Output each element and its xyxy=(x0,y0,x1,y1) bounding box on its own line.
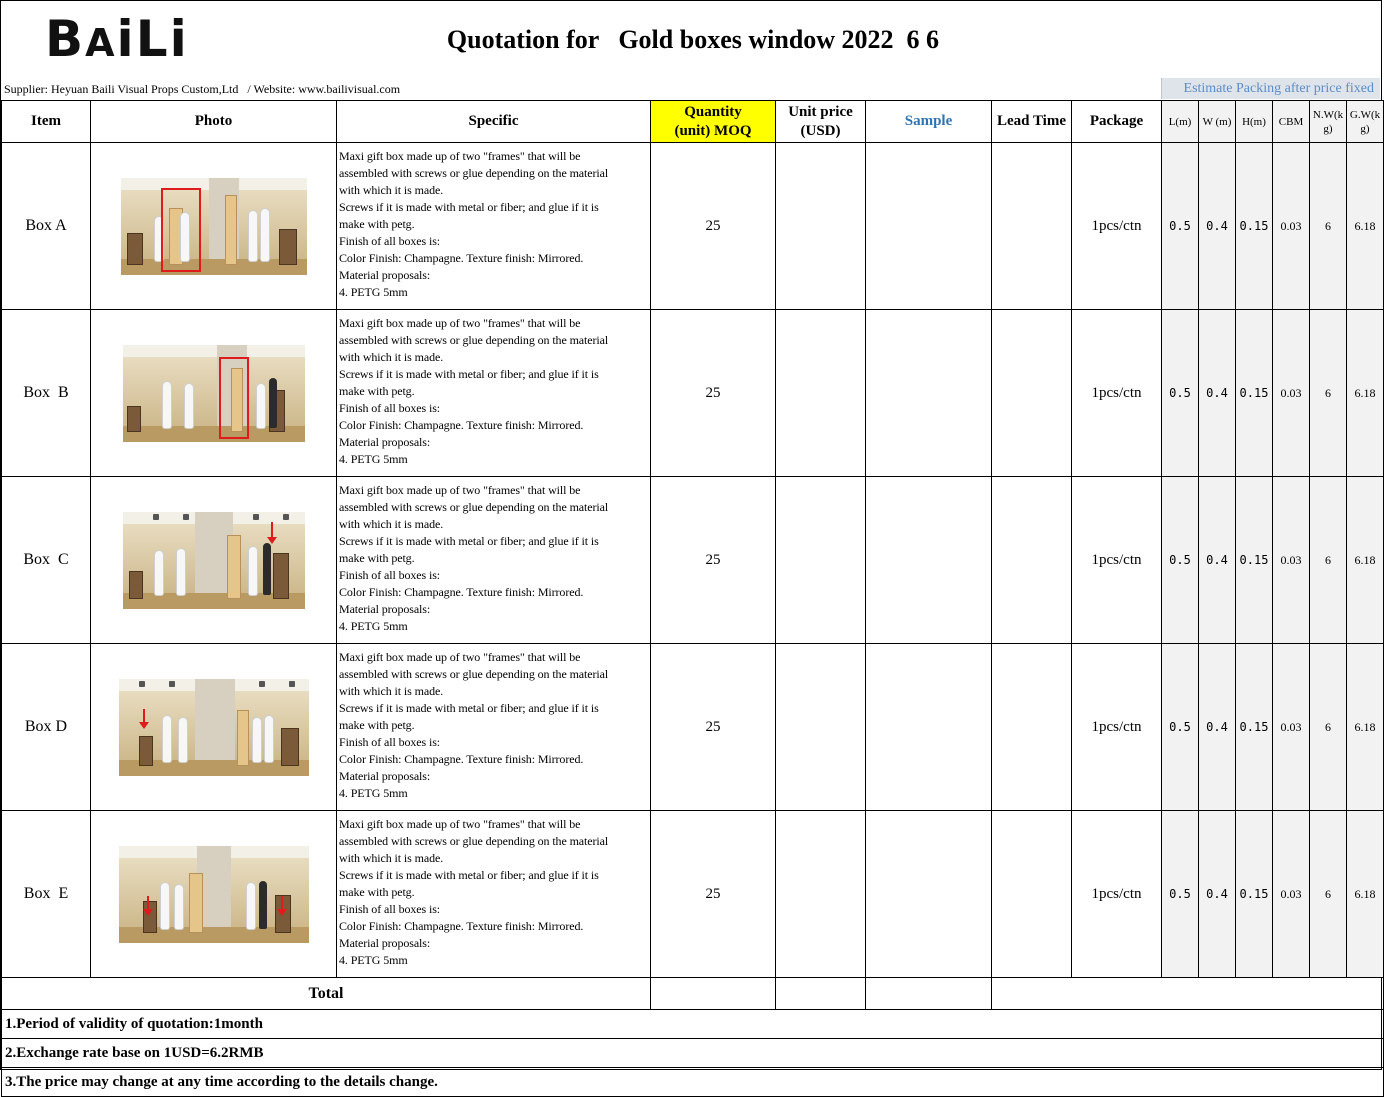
mannequin xyxy=(263,543,271,595)
net-weight-cell: 6 xyxy=(1310,811,1347,978)
window-display-photo xyxy=(119,679,309,776)
unit-price-cell xyxy=(776,310,866,477)
window-display-photo xyxy=(123,345,305,442)
spec-line: 4. PETG 5mm xyxy=(339,786,408,800)
supplier-info: Supplier: Heyuan Baili Visual Props Custom,Ltd / Website: www.bailivisual.com xyxy=(4,82,401,96)
spec-line: with which it is made. xyxy=(339,183,444,197)
col-header-net-weight xyxy=(1310,101,1347,143)
quantity-cell: 25 xyxy=(651,310,776,477)
unit-price-header-line1: Unit price xyxy=(788,103,853,120)
length-cell: 0.5 xyxy=(1162,644,1199,811)
mannequin xyxy=(269,378,277,428)
col-header-quantity xyxy=(651,101,776,143)
mannequin xyxy=(161,883,169,929)
height-cell: 0.15 xyxy=(1236,477,1273,644)
spec-line: with which it is made. xyxy=(339,350,444,364)
col-header-package: Package xyxy=(1072,101,1162,143)
window-display-photo xyxy=(123,512,305,609)
quantity-header-line2: (unit) MOQ xyxy=(674,122,752,139)
package-cell: 1pcs/ctn xyxy=(1072,644,1162,811)
note-price-change: 3.The price may change at any time according to the details change. xyxy=(2,1068,1384,1097)
sample-cell xyxy=(866,310,992,477)
gross-weight-cell: 6.18 xyxy=(1347,310,1384,477)
total-quantity-cell xyxy=(651,978,776,1010)
spec-line: make with petg. xyxy=(339,384,415,398)
spec-line: 4. PETG 5mm xyxy=(339,285,408,299)
table-row xyxy=(2,477,1384,644)
spec-line: Material proposals: xyxy=(339,769,431,783)
spec-line: Maxi gift box made up of two "frames" that will be xyxy=(339,316,581,330)
net-weight-cell: 6 xyxy=(1310,143,1347,310)
brown-box xyxy=(281,728,299,766)
ceiling-spotlight xyxy=(253,514,259,520)
unit-price-cell xyxy=(776,644,866,811)
package-cell: 1pcs/ctn xyxy=(1072,143,1162,310)
cbm-cell: 0.03 xyxy=(1273,477,1310,644)
spec-line: Finish of all boxes is: xyxy=(339,401,441,415)
gross-weight-cell: 6.18 xyxy=(1347,143,1384,310)
net-weight-cell: 6 xyxy=(1310,477,1347,644)
gross-weight-cell: 6.18 xyxy=(1347,644,1384,811)
quantity-cell: 25 xyxy=(651,143,776,310)
spec-line: with which it is made. xyxy=(339,517,444,531)
gold-box xyxy=(237,710,249,766)
length-cell: 0.5 xyxy=(1162,310,1199,477)
mannequin xyxy=(247,883,255,929)
sample-cell xyxy=(866,644,992,811)
gold-box xyxy=(225,195,237,265)
nw-header-line2: g) xyxy=(1323,122,1333,135)
document-title: Quotation for Gold boxes window 2022 6 6 xyxy=(446,25,940,54)
item-name: Box A xyxy=(2,143,91,310)
window-display-photo xyxy=(121,178,307,275)
spec-line: Material proposals: xyxy=(339,602,431,616)
quantity-header-line1: Quantity xyxy=(684,103,742,120)
baili-logo: BAiLi xyxy=(45,10,189,68)
mannequin xyxy=(265,716,273,762)
spec-cell xyxy=(337,477,651,644)
note-exchange-rate: 2.Exchange rate base on 1USD=6.2RMB xyxy=(2,1039,1384,1068)
unit-price-cell xyxy=(776,143,866,310)
spec-line: Maxi gift box made up of two "frames" that will be xyxy=(339,149,581,163)
cbm-cell: 0.03 xyxy=(1273,644,1310,811)
window-display-photo xyxy=(119,846,309,943)
brown-box xyxy=(127,406,141,432)
sample-cell xyxy=(866,811,992,978)
spec-line: Material proposals: xyxy=(339,435,431,449)
ceiling-spotlight xyxy=(169,681,175,687)
quantity-cell: 25 xyxy=(651,644,776,811)
note-row xyxy=(2,1039,1384,1068)
lead-time-cell xyxy=(992,811,1072,978)
col-header-item: Item xyxy=(2,101,91,143)
total-sample-cell xyxy=(866,978,992,1010)
table-row xyxy=(2,143,1384,310)
mannequin xyxy=(185,384,193,428)
table-row xyxy=(2,811,1384,978)
width-cell: 0.4 xyxy=(1199,143,1236,310)
mannequin xyxy=(249,547,257,595)
col-header-unit-price xyxy=(776,101,866,143)
spec-line: assembled with screws or glue depending on the material xyxy=(339,667,609,681)
spec-line: assembled with screws or glue depending on the material xyxy=(339,166,609,180)
net-weight-cell: 6 xyxy=(1310,644,1347,811)
package-cell: 1pcs/ctn xyxy=(1072,310,1162,477)
highlight-arrow xyxy=(271,522,273,538)
header-row xyxy=(2,101,1384,143)
ceiling-spotlight xyxy=(259,681,265,687)
spec-line: Color Finish: Champagne. Texture finish: Mirrored. xyxy=(339,585,584,599)
width-cell: 0.4 xyxy=(1199,644,1236,811)
ceiling-spotlight xyxy=(183,514,189,520)
package-cell: 1pcs/ctn xyxy=(1072,811,1162,978)
spec-line: Maxi gift box made up of two "frames" that will be xyxy=(339,483,581,497)
spec-line: 4. PETG 5mm xyxy=(339,452,408,466)
mannequin xyxy=(259,881,267,929)
col-header-specific: Specific xyxy=(337,101,651,143)
col-header-length: L(m) xyxy=(1162,101,1199,143)
spec-line: Color Finish: Champagne. Texture finish: Mirrored. xyxy=(339,251,584,265)
spec-line: Finish of all boxes is: xyxy=(339,568,441,582)
total-row xyxy=(2,978,1384,1010)
width-cell: 0.4 xyxy=(1199,811,1236,978)
col-header-gross-weight xyxy=(1347,101,1384,143)
spec-line: Maxi gift box made up of two "frames" that will be xyxy=(339,650,581,664)
brown-box xyxy=(279,229,297,265)
mannequin xyxy=(155,551,163,595)
item-name: Box C xyxy=(2,477,91,644)
spec-line: assembled with screws or glue depending on the material xyxy=(339,500,609,514)
spec-line: make with petg. xyxy=(339,718,415,732)
length-cell: 0.5 xyxy=(1162,477,1199,644)
mannequin xyxy=(163,382,171,428)
sample-cell xyxy=(866,477,992,644)
mannequin xyxy=(177,549,185,595)
photo-cell xyxy=(91,477,337,644)
spec-line: Material proposals: xyxy=(339,268,431,282)
highlight-arrow xyxy=(143,709,145,723)
gw-header-line1: G.W(k xyxy=(1349,108,1381,121)
total-label: Total xyxy=(2,978,651,1010)
note-row xyxy=(2,1010,1384,1039)
quotation-table xyxy=(1,100,1384,1097)
nw-header-line1: N.W(k xyxy=(1312,108,1344,121)
spec-line: Screws if it is made with metal or fiber; and glue if it is xyxy=(339,868,599,882)
ceiling-spotlight xyxy=(139,681,145,687)
highlight-arrow xyxy=(147,896,149,910)
spec-line: assembled with screws or glue depending on the material xyxy=(339,834,609,848)
col-header-height: H(m) xyxy=(1236,101,1273,143)
highlight-frame xyxy=(161,188,201,272)
mannequin xyxy=(257,384,265,428)
col-header-width: W (m) xyxy=(1199,101,1236,143)
lead-time-cell xyxy=(992,477,1072,644)
photo-cell xyxy=(91,811,337,978)
item-name: Box B xyxy=(2,310,91,477)
height-cell: 0.15 xyxy=(1236,310,1273,477)
brown-box xyxy=(273,553,289,599)
spec-line: Finish of all boxes is: xyxy=(339,234,441,248)
height-cell: 0.15 xyxy=(1236,811,1273,978)
spec-cell xyxy=(337,143,651,310)
cbm-cell: 0.03 xyxy=(1273,811,1310,978)
spec-line: Screws if it is made with metal or fiber; and glue if it is xyxy=(339,701,599,715)
spec-line: Color Finish: Champagne. Texture finish: Mirrored. xyxy=(339,919,584,933)
mannequin xyxy=(175,885,183,929)
brown-box xyxy=(143,901,157,933)
spec-line: Color Finish: Champagne. Texture finish: Mirrored. xyxy=(339,752,584,766)
gross-weight-cell: 6.18 xyxy=(1347,477,1384,644)
ceiling-spotlight xyxy=(153,514,159,520)
spec-line: make with petg. xyxy=(339,217,415,231)
col-header-photo: Photo xyxy=(91,101,337,143)
item-name: Box E xyxy=(2,811,91,978)
mannequin xyxy=(253,718,261,762)
spec-line: Finish of all boxes is: xyxy=(339,902,441,916)
gold-box xyxy=(227,535,241,599)
photo-cell xyxy=(91,143,337,310)
spec-line: Maxi gift box made up of two "frames" that will be xyxy=(339,817,581,831)
spec-line: 4. PETG 5mm xyxy=(339,619,408,633)
spec-cell xyxy=(337,811,651,978)
unit-price-cell xyxy=(776,477,866,644)
col-header-cbm: CBM xyxy=(1273,101,1310,143)
total-unit-price-cell xyxy=(776,978,866,1010)
spec-line: assembled with screws or glue depending on the material xyxy=(339,333,609,347)
cbm-cell: 0.03 xyxy=(1273,143,1310,310)
width-cell: 0.4 xyxy=(1199,477,1236,644)
unit-price-cell xyxy=(776,811,866,978)
col-header-sample: Sample xyxy=(866,101,992,143)
spec-line: make with petg. xyxy=(339,551,415,565)
spec-cell xyxy=(337,310,651,477)
net-weight-cell: 6 xyxy=(1310,310,1347,477)
brown-box xyxy=(129,571,143,599)
spec-line: with which it is made. xyxy=(339,851,444,865)
lead-time-cell xyxy=(992,310,1072,477)
spec-line: Screws if it is made with metal or fiber; and glue if it is xyxy=(339,367,599,381)
mannequin xyxy=(261,209,269,261)
estimate-packing-note: Estimate Packing after price fixed xyxy=(1161,78,1380,99)
spec-line: 4. PETG 5mm xyxy=(339,953,408,967)
brown-box xyxy=(127,233,143,265)
cbm-cell: 0.03 xyxy=(1273,310,1310,477)
note-validity: 1.Period of validity of quotation:1month xyxy=(2,1010,1384,1039)
ceiling-spotlight xyxy=(283,514,289,520)
sample-cell xyxy=(866,143,992,310)
height-cell: 0.15 xyxy=(1236,644,1273,811)
gold-box xyxy=(189,873,203,933)
photo-cell xyxy=(91,310,337,477)
spec-line: with which it is made. xyxy=(339,684,444,698)
item-name: Box D xyxy=(2,644,91,811)
quantity-cell: 25 xyxy=(651,811,776,978)
spec-line: Screws if it is made with metal or fiber; and glue if it is xyxy=(339,200,599,214)
spec-line: Finish of all boxes is: xyxy=(339,735,441,749)
quantity-cell: 25 xyxy=(651,477,776,644)
table-row xyxy=(2,310,1384,477)
mannequin xyxy=(179,718,187,762)
spec-cell xyxy=(337,644,651,811)
mannequin xyxy=(249,211,257,261)
table-row xyxy=(2,644,1384,811)
length-cell: 0.5 xyxy=(1162,811,1199,978)
package-cell: 1pcs/ctn xyxy=(1072,477,1162,644)
highlight-frame xyxy=(219,357,249,439)
gross-weight-cell: 6.18 xyxy=(1347,811,1384,978)
spec-line: Material proposals: xyxy=(339,936,431,950)
brown-box xyxy=(139,736,153,766)
gw-header-line2: g) xyxy=(1360,122,1370,135)
height-cell: 0.15 xyxy=(1236,143,1273,310)
lead-time-cell xyxy=(992,143,1072,310)
photo-ceiling xyxy=(123,345,305,357)
spec-line: Color Finish: Champagne. Texture finish: Mirrored. xyxy=(339,418,584,432)
lead-time-cell xyxy=(992,644,1072,811)
mannequin xyxy=(163,716,171,762)
highlight-arrow xyxy=(281,896,283,910)
spec-line: Screws if it is made with metal or fiber; and glue if it is xyxy=(339,534,599,548)
photo-cell xyxy=(91,644,337,811)
length-cell: 0.5 xyxy=(1162,143,1199,310)
total-remaining-cell xyxy=(992,978,1384,1010)
width-cell: 0.4 xyxy=(1199,310,1236,477)
spec-line: make with petg. xyxy=(339,885,415,899)
col-header-lead-time: Lead Time xyxy=(992,101,1072,143)
unit-price-header-line2: (USD) xyxy=(800,122,841,139)
ceiling-spotlight xyxy=(289,681,295,687)
